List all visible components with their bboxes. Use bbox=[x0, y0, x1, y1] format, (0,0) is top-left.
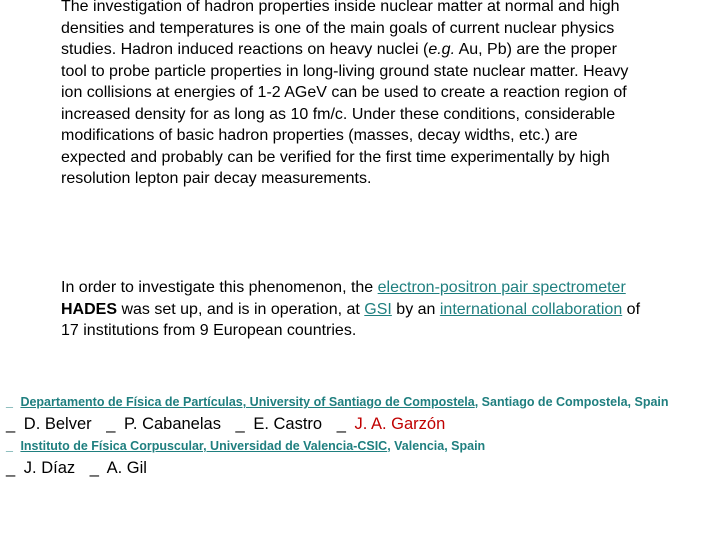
institution-location-santiago: , Santiago de Compostela, Spain bbox=[474, 395, 669, 409]
person-name: E. Castro bbox=[253, 415, 323, 433]
bullet-marker: _ bbox=[106, 415, 116, 433]
institution-link-valencia[interactable]: Instituto de Física Corpuscular, Universidad de Valencia-CSIC bbox=[20, 439, 388, 453]
collaboration-link[interactable]: international collaboration bbox=[439, 300, 623, 318]
person-name: D. Belver bbox=[23, 415, 92, 433]
hades-text-2: was set up, and is in operation, at bbox=[117, 300, 365, 318]
affiliation-row-valencia bbox=[6, 439, 720, 453]
person-name: J. Díaz bbox=[23, 459, 76, 477]
people-row-valencia bbox=[6, 459, 720, 478]
people-row-santiago bbox=[6, 415, 720, 434]
intro-text-2: Au, Pb) are the proper tool to probe particle properties in long-living ground state nuclear matter. Heavy ion collisions at energies of 1-2 AGeV can be used to create a reaction region of increased density for as long as 10 fm/c. Under these conditions, considerable modifications of basic hadron properties (masses, decay widths, etc.) are expected and probably can be verified for the first time experimentally by high resolution lepton pair decay measurements. bbox=[61, 41, 629, 187]
person-name-highlighted: J. A. Garzón bbox=[354, 415, 446, 433]
intro-text-1: The investigation of hadron properties inside nuclear matter at normal and high densities and temperatures is one of the main goals of current nuclear physics studies. Hadron induced reactions on heavy nuclei ( bbox=[61, 0, 620, 58]
gsi-link[interactable]: GSI bbox=[364, 300, 392, 318]
hades-text-3: by an bbox=[391, 300, 440, 318]
bullet-marker: _ bbox=[6, 459, 16, 477]
bullet-marker: _ bbox=[235, 415, 245, 433]
hades-text-4: of 17 institutions from 9 European countries. bbox=[61, 300, 641, 339]
intro-italic: e.g. bbox=[428, 41, 456, 58]
bullet-marker: _ bbox=[336, 415, 346, 433]
hades-name: HADES bbox=[61, 300, 118, 318]
bullet-marker: _ bbox=[89, 459, 99, 477]
person-name: P. Cabanelas bbox=[124, 415, 221, 433]
spectrometer-link[interactable]: electron-positron pair spectrometer bbox=[377, 279, 626, 296]
hades-text-1: In order to investigate this phenomenon, the bbox=[61, 279, 378, 296]
intro-paragraph bbox=[61, 0, 641, 190]
bullet-marker: _ bbox=[6, 439, 13, 453]
institution-location-valencia: , Valencia, Spain bbox=[387, 439, 486, 453]
bullet-marker: _ bbox=[6, 395, 13, 409]
hades-paragraph bbox=[61, 277, 641, 342]
affiliation-row-santiago bbox=[6, 395, 720, 409]
bullet-marker: _ bbox=[6, 415, 16, 433]
person-name: A. Gil bbox=[106, 459, 147, 477]
institution-link-santiago[interactable]: Departamento de Física de Partículas, University of Santiago de Compostela bbox=[20, 395, 475, 409]
